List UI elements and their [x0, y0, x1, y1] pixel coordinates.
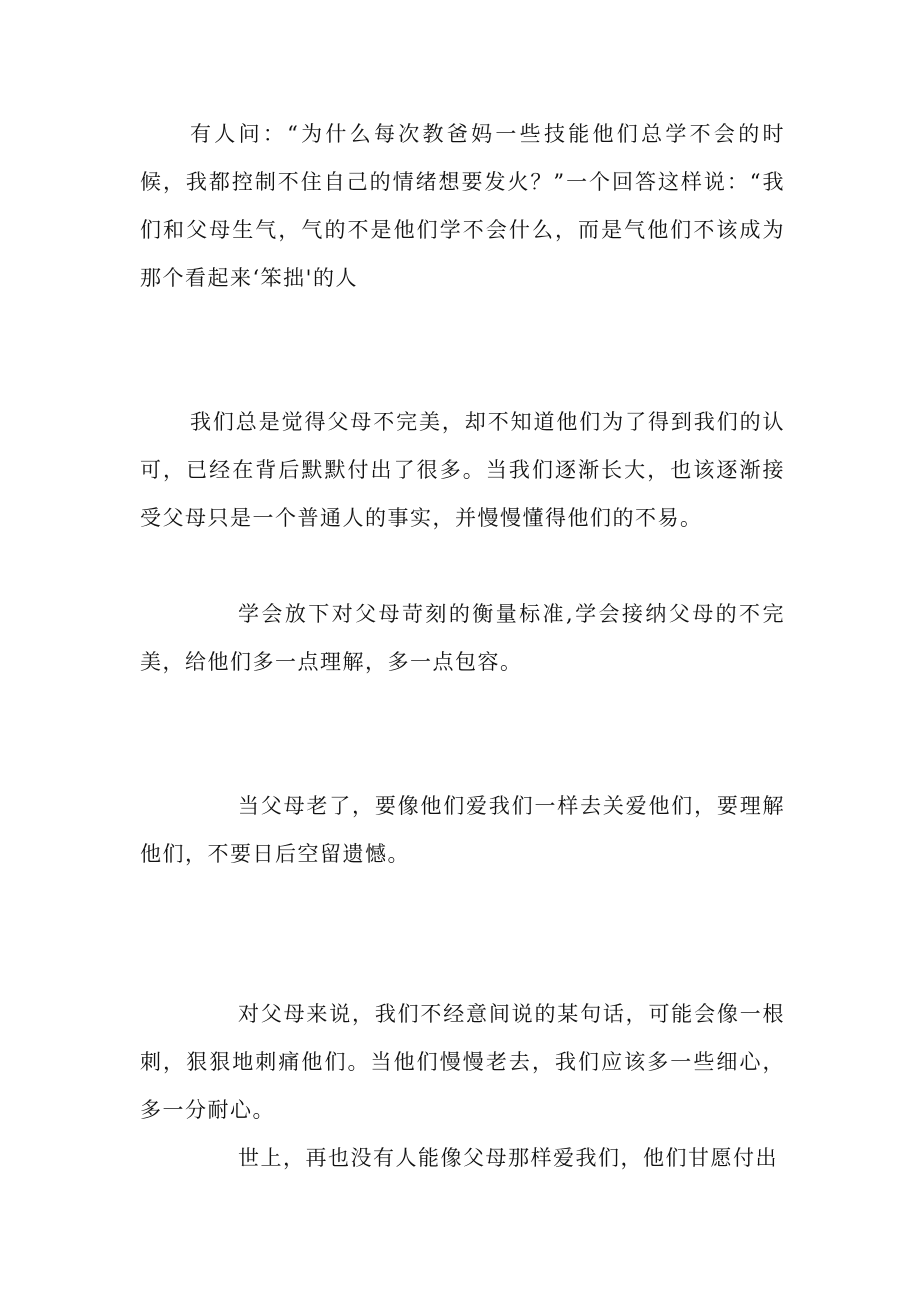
paragraph-5: 对父母来说，我们不经意间说的某句话，可能会像一根刺，狠狠地刺痛他们。当他们慢慢老去，我们应该多一些细心，多一分耐心。 — [140, 1002, 785, 1122]
paragraph-4: 当父母老了，要像他们爱我们一样去关爱他们，要理解他们，不要日后空留遗憾。 — [140, 794, 785, 866]
paragraph-2: 我们总是觉得父母不完美，却不知道他们为了得到我们的认可，已经在背后默默付出了很多。当我们逐渐长大，也该逐渐接受父母只是一个普通人的事实，并慢慢懂得他们的不易。 — [140, 410, 785, 530]
paragraph-6: 世上，再也没有人能像父母那样爱我们，他们甘愿付出 — [238, 1146, 778, 1170]
paragraph-3: 学会放下对父母苛刻的衡量标准,学会接纳父母的不完美，给他们多一点理解，多一点包容。 — [140, 602, 785, 674]
paragraph-1: 有人问：“为什么每次教爸妈一些技能他们总学不会的时候，我都控制不住自己的情绪想要发火？”一个回答这样说：“我们和父母生气，气的不是他们学不会什么，而是气他们不该成为那个看起来‘笨拙'的人 — [140, 122, 785, 290]
